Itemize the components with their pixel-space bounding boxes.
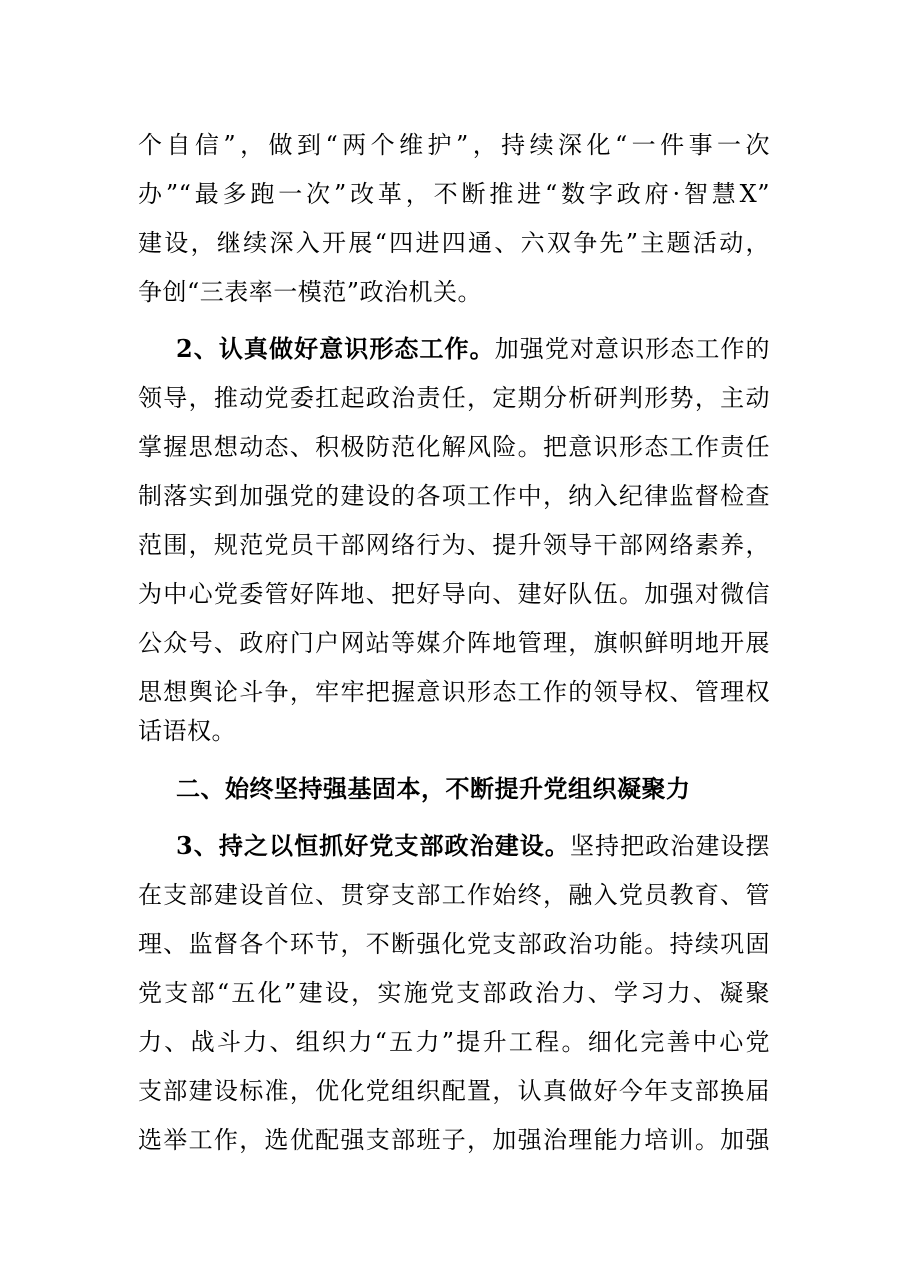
item3-heading: 3、持之以恒抓好党支部政治建设。: [176, 831, 570, 860]
text-line: 公众号、政府门户网站等媒介阵地管理，旗帜鲜明地开展: [138, 629, 770, 657]
text-line: 党支部“五化”建设，实施党支部政治力、学习力、凝聚: [138, 979, 770, 1007]
text-line: 选举工作，选优配强支部班子，加强治理能力培训。加强: [138, 1126, 770, 1154]
text-line: 个自信”，做到“两个维护”，持续深化“一件事一次: [138, 131, 770, 159]
text-line: 争创“三表率一模范”政治机关。: [138, 278, 483, 306]
item2-heading: 2、认真做好意识形态工作。: [176, 334, 495, 363]
text-line: 力、战斗力、组织力“五力”提升工程。细化完善中心党: [138, 1028, 770, 1056]
text-line: 制落实到加强党的建设的各项工作中，纳入纪律监督检查: [138, 482, 770, 510]
text-line: 掌握思想动态、积极防范化解风险。把意识形态工作责任: [138, 433, 770, 461]
text-line: 范围，规范党员干部网络行为、提升领导干部网络素养，: [138, 531, 770, 559]
item2-first-line: [176, 332, 770, 366]
section-heading: 二、始终坚持强基固本，不断提升党组织凝聚力: [176, 774, 691, 803]
text-line: 建设，继续深入开展“四进四通、六双争先”主题活动，: [138, 229, 770, 257]
text-line: 理、监督各个环节，不断强化党支部政治功能。持续巩固: [138, 930, 770, 958]
text-line: 思想舆论斗争，牢牢把握意识形态工作的领导权、管理权: [138, 678, 770, 706]
text-line: 领导，推动党委扛起政治责任，定期分析研判形势，主动: [138, 384, 770, 412]
item3-first-line-rest: 坚持把政治建设摆: [569, 832, 770, 860]
text-line: 办”“最多跑一次”改革，不断推进“数字政府·智慧X”: [138, 180, 770, 208]
text-line: 话语权。: [138, 717, 236, 745]
item2-first-line-rest: 加强党对意识形态工作的: [494, 335, 770, 363]
item3-first-line: [176, 829, 770, 863]
text-line: 支部建设标准，优化党组织配置，认真做好今年支部换届: [138, 1077, 770, 1105]
text-line: 为中心党委管好阵地、把好导向、建好队伍。加强对微信: [138, 580, 770, 608]
text-line: 在支部建设首位、贯穿支部工作始终，融入党员教育、管: [138, 881, 770, 909]
